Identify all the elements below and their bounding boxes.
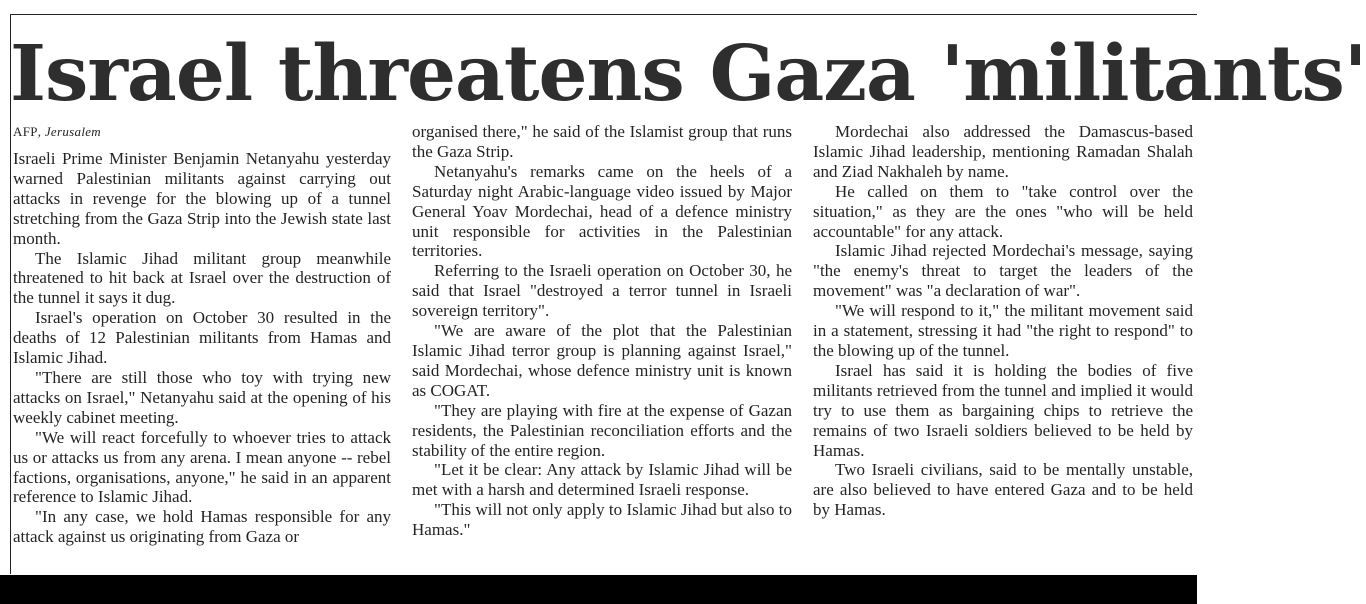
paragraph-continued: organised there," he said of the Islamist group that runs the Gaza Strip.	[412, 122, 792, 161]
bottom-black-band	[0, 575, 1197, 604]
byline-agency: AFP	[13, 124, 38, 139]
paragraph: "They are playing with fire at the expense of Gazan residents, the Palestinian reconciliation efforts and the stability of the entire region.	[412, 400, 792, 460]
paragraph: Islamic Jihad rejected Mordechai's message, saying "the enemy's threat to target the leaders of the movement" was "a declaration of war".	[813, 241, 1193, 301]
paragraph: Mordechai also addressed the Damascus-based Islamic Jihad leadership, mentioning Ramadan Shalah and Ziad Nakhaleh by name.	[813, 122, 1193, 181]
byline	[13, 122, 391, 141]
paragraph: Two Israeli civilians, said to be mentally unstable, are also believed to have entered Gaza and to be held by Hamas.	[813, 460, 1193, 520]
byline-location: Jerusalem	[44, 124, 101, 139]
paragraph: The Islamic Jihad militant group meanwhile threatened to hit back at Israel over the destruction of the tunnel it says it dug.	[13, 248, 391, 308]
paragraph: "We will react forcefully to whoever tries to attack us or attacks us from any arena. I mean anyone -- rebel factions, organisations, anyone," he said in an apparent reference to Islamic Jihad.	[13, 427, 391, 507]
headline: Israel threatens Gaza 'militants'	[10, 29, 1366, 119]
paragraph: Netanyahu's remarks came on the heels of a Saturday night Arabic-language video issued by Major General Yoav Mordechai, head of a defence ministry unit responsible for activities in the Palestinian territories.	[412, 161, 792, 261]
article-column-1	[13, 122, 391, 574]
paragraph: Referring to the Israeli operation on October 30, he said that Israel "destroyed a terror tunnel in Israeli sovereign territory".	[412, 261, 792, 321]
paragraph: "We will respond to it," the militant movement said in a statement, stressing it had "the right to respond" to the blowing up of the tunnel.	[813, 301, 1193, 360]
top-rule	[10, 14, 1197, 15]
paragraph: Israel's operation on October 30 resulted in the deaths of 12 Palestinian militants from Hamas and Islamic Jihad.	[13, 308, 391, 368]
paragraph: He called on them to "take control over the situation," as they are the ones "who will be held accountable" for any attack.	[813, 181, 1193, 241]
paragraph: Israel has said it is holding the bodies of five militants retrieved from the tunnel and implied it would try to use them as bargaining chips to retrieve the remains of two Israeli soldiers believed to be held by Hamas.	[813, 360, 1193, 460]
paragraph: "This will not only apply to Islamic Jihad but also to Hamas."	[412, 500, 792, 540]
article-column-3	[813, 122, 1193, 574]
paragraph: "Let it be clear: Any attack by Islamic Jihad will be met with a harsh and determined Israeli response.	[412, 460, 792, 500]
paragraph: "In any case, we hold Hamas responsible for any attack against us originating from Gaza or	[13, 507, 391, 547]
article-column-2	[412, 122, 792, 574]
paragraph: "We are aware of the plot that the Palestinian Islamic Jihad terror group is planning against Israel," said Mordechai, whose defence ministry unit is known as COGAT.	[412, 321, 792, 400]
byline-separator: ,	[37, 124, 45, 139]
paragraph: "There are still those who toy with trying new attacks on Israel," Netanyahu said at the opening of his weekly cabinet meeting.	[13, 367, 391, 427]
paragraph: Israeli Prime Minister Benjamin Netanyahu yesterday warned Palestinian militants against carrying out attacks in revenge for the blowing up of a tunnel stretching from the Gaza Strip into the Jewish state last month.	[13, 149, 391, 248]
